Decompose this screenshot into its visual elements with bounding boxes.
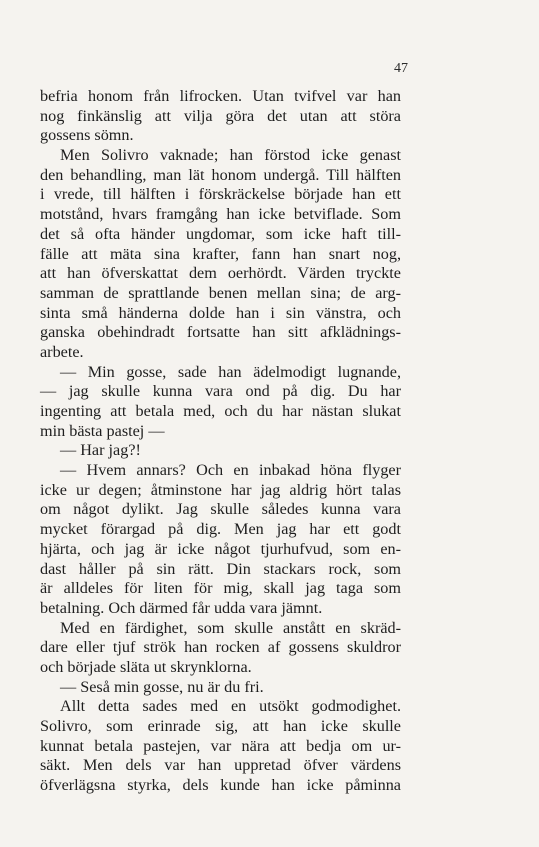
text-line: sinta små händerna dolde han i sin vänstra, och (40, 303, 401, 322)
text-line: motstånd, hvars framgång han icke betviflade. Som (40, 205, 401, 224)
text-line: dare eller tjuf strök han rocken af gossens skuldror (40, 638, 401, 657)
text-line: Solivro, som erinrade sig, att han icke skulle (40, 717, 401, 735)
body-text (40, 87, 401, 796)
text-line: dast håller på sin rätt. Din stackars rock, som (40, 559, 401, 578)
text-line: kunnat betala pastejen, var nära att bedja om ur- (40, 736, 401, 755)
text-line: — jag skulle kunna vara ond på dig. Du har (40, 382, 401, 401)
text-line: är alldeles för liten för mig, skall jag taga som (40, 579, 401, 598)
text-line: arbete. (40, 342, 84, 361)
text-line: i vrede, till hälften i förskräckelse började han ett (40, 185, 401, 204)
text-line: ganska obehindradt fortsatte han sitt afklädnings- (40, 323, 401, 342)
text-line: ingenting att betala med, och du har nästan slukat (40, 402, 401, 420)
text-line: icke ur degen; åtminstone har jag aldrig hört talas (40, 480, 401, 499)
text-line: befria honom från lifrocken. Utan tvifvel var han (40, 87, 401, 105)
text-line: hjärta, och jag är icke något tjurhufvud, som en- (40, 539, 401, 558)
text-line: mycket förargad på dig. Men jag har ett godt (40, 520, 401, 539)
text-line: Men Solivro vaknade; han förstod icke genast (60, 146, 401, 165)
text-line: det så ofta händer ungdomar, som icke haft till- (40, 224, 401, 243)
text-line: — Seså min gosse, nu är du fri. (60, 677, 264, 696)
text-line: nog finkänslig att vilja göra det utan att störa (40, 106, 401, 125)
text-line: fälle att mäta sina krafter, fann han snart nog, (40, 244, 401, 263)
text-line: — Min gosse, sade han ädelmodigt lugnande, (60, 362, 401, 381)
text-line: betalning. Och därmed får udda vara jämnt. (40, 598, 323, 617)
text-line: att han öfverskattat dem oerhördt. Värden tryckte (40, 264, 401, 283)
text-line: gossens sömn. (40, 126, 134, 145)
text-line: — Hvem annars? Och en inbakad höna flyger (60, 461, 401, 480)
text-line: säkt. Men dels var han uppretad öfver värdens (40, 756, 401, 775)
text-line: om något dylikt. Jag skulle således kunna vara (40, 500, 401, 519)
text-line: öfverlägsna styrka, dels kunde han icke påminna (40, 776, 401, 795)
text-line: min bästa pastej — (40, 421, 165, 440)
text-line: Med en färdighet, som skulle anstått en skräd- (60, 618, 401, 637)
page-number: 47 (394, 61, 408, 76)
text-line: samman de sprattlande benen mellan sina; de arg- (40, 283, 401, 302)
text-line: Allt detta sades med en utsökt godmodighet. (60, 697, 401, 716)
text-line: den behandling, man lät honom undergå. Till hälften (40, 165, 401, 184)
text-line: — Har jag?! (60, 441, 141, 460)
text-line: och började släta ut skrynklorna. (40, 657, 252, 676)
